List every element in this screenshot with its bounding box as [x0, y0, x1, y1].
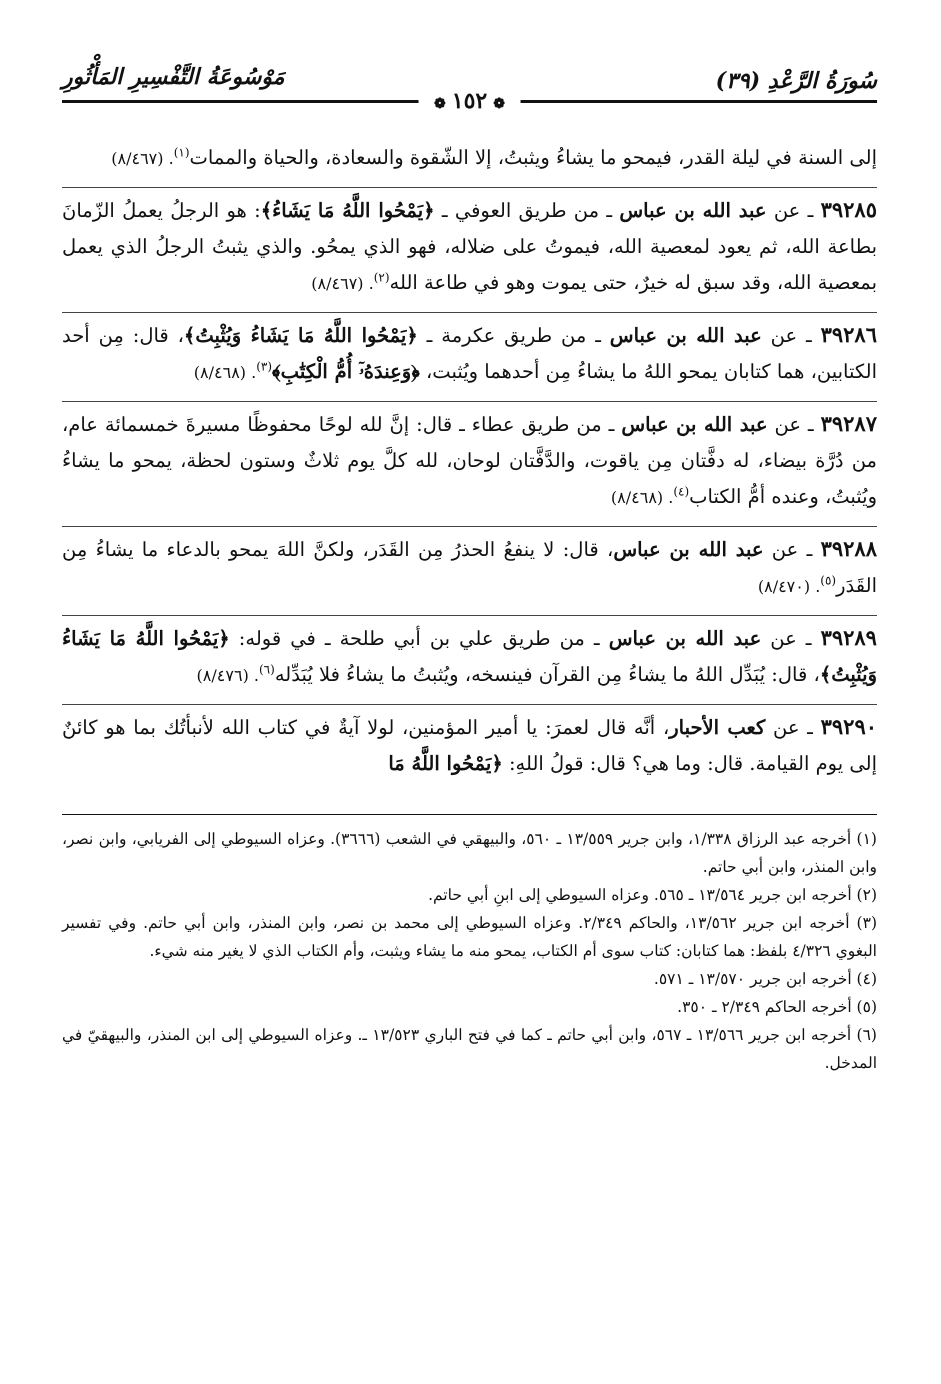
narration-paragraph [62, 705, 877, 792]
book-title: مَوْسُوعَةُ التَّفْسِيرِ المَأْثُورِ [62, 64, 285, 90]
narration-paragraph [62, 527, 877, 616]
narrator-name: عبد الله بن عباس [613, 538, 764, 561]
paragraph-text: ، قال: يُبَدِّل اللهُ ما يشاءُ مِن القرآن فينسخه، ويُثبتُ ما يشاءُ فلا يُبَدِّله [274, 663, 820, 686]
narration-number: ٣٩٢٨٧ [820, 411, 877, 436]
footnote: (٦) أخرجه ابن جرير ١٣/٥٦٦ ـ ٥٦٧، وابن أبي حاتم ـ كما في فتح الباري ١٣/٥٢٣ ـ. وعزاه السيوطي إلى ابن المنذر، والبيهقيّ في المدخل. [62, 1026, 877, 1072]
narration-paragraph [62, 616, 877, 705]
narration-number: ٣٩٢٨٥ [820, 197, 877, 222]
page-header [62, 60, 877, 114]
book-page [62, 60, 877, 1077]
surah-title: سُورَةُ الرَّعْدِ (٣٩) [715, 68, 877, 94]
footnote-marker: (٥) [820, 573, 837, 588]
volume-reference: . (٨/٤٦٨) [610, 488, 674, 507]
paragraph-text: ـ من طريق عطاء ـ [452, 413, 622, 436]
narrator-name: عبد الله بن عباس [619, 199, 767, 222]
paragraph-text: ـ عن [767, 413, 821, 436]
narration-number: ٣٩٢٨٦ [820, 322, 877, 347]
footnotes [62, 825, 877, 1077]
paragraph-text: ـ من طريق عكرمة ـ [417, 324, 610, 347]
footnote-marker: (٤) [673, 484, 690, 499]
footnote-marker: (٣) [256, 359, 273, 374]
paragraph-text: إلى السنة في ليلة القدر، فيمحو ما يشاءُ ويثبتُ، إلا الشّقوة والسعادة، والحياة والممات [189, 146, 877, 169]
narrator-name: كعب الأحبار [669, 716, 766, 739]
paragraph [62, 140, 877, 188]
narration-number: ٣٩٢٨٩ [820, 625, 877, 650]
footnote-marker: (٦) [258, 662, 275, 677]
narrator-name: عبد الله بن عباس [621, 413, 768, 436]
footnote: (٤) أخرجه ابن جرير ١٣/٥٧٠ ـ ٥٧١. [653, 970, 877, 988]
footnote: (٢) أخرجه ابن جرير ١٣/٥٦٤ ـ ٥٦٥. وعزاه السيوطي إلى ابنِ أبي حاتم. [428, 886, 877, 904]
paragraph-text: ، قال: مِن أحد الكتابين، هما كتابان يمحو اللهُ ما يشاءُ مِن أحدهما ويُثبت، [62, 324, 877, 383]
page-number-block [418, 88, 521, 114]
volume-reference: . (٨/٤٧٠) [757, 577, 821, 596]
quran-verse: ﴿يَمْحُوا اللَّهُ مَا يَشَاءُ وَيُثْبِتُ﴾ [62, 627, 877, 686]
footnote: (٣) أخرجه ابن جرير ١٣/٥٦٢، والحاكم ٢/٣٤٩. وعزاه السيوطي إلى محمد بن نصر، وابن المنذر، وابن أبي حاتم. وفي تفسير البغوي ٤/٣٢٦ بلفظ: هما كتابان: كتاب سوى أم الكتاب، يمحو منه ما يشاء ويثبت، وأم الكتاب الذي لا يغير منه شيء. [62, 914, 877, 960]
volume-reference: . (٨/٤٦٨) [193, 363, 257, 382]
footnote: (١) أخرجه عبد الرزاق ١/٣٣٨، وابن جرير ١٣/٥٥٩ ـ ٥٦٠، والبيهقي في الشعب (٣٦٦٦). وعزاه السيوطي إلى الفريابي، وابن نصر، وابن المنذر، وابن أبي حاتم. [62, 830, 877, 876]
narrator-name: عبد الله بن عباس [608, 627, 762, 650]
paragraph-text: ، [655, 716, 670, 739]
paragraph-text: ـ عن [763, 538, 821, 561]
narration-paragraph [62, 313, 877, 402]
quran-verse: ﴿يَمْحُوا اللَّهُ مَا يَشَاءُ وَيُثْبِتُ﴾ [183, 324, 418, 347]
paragraph-text: ـ عن [766, 199, 821, 222]
page-number: ١٥٢ [451, 88, 488, 114]
footnote-separator [62, 814, 877, 815]
main-text [62, 140, 877, 792]
ornament-icon: ❁ [434, 96, 446, 112]
quran-verse: ﴿يَمْحُوا اللَّهُ مَا [388, 752, 503, 775]
paragraph-text: ، [598, 538, 614, 561]
footnote: (٥) أخرجه الحاكم ٢/٣٤٩ ـ ٣٥٠. [677, 998, 877, 1016]
narration-number: ٣٩٢٨٨ [820, 536, 877, 561]
volume-reference: . (٨/٤٦٧) [111, 149, 174, 168]
paragraph-text: أنَّه قال لعمرَ: يا أمير المؤمنين، لولا آيةٌ في كتاب الله لأنبأتُك بما هو كائنٌ إلى يوم القيامة. قال: وما هي؟ قال: قولُ اللهِ: [62, 716, 877, 775]
narration-number: ٣٩٢٩٠ [820, 714, 878, 739]
paragraph-text: ـ عن [765, 716, 821, 739]
paragraph-text: قال: لا ينفعُ الحذرُ مِن القَدَر، ولكنَّ اللهَ يمحو بالدعاء ما يشاءُ مِن القَدَر [62, 538, 877, 597]
volume-reference: . (٨/٤٦٧) [311, 274, 374, 293]
paragraph-text: قال: إنَّ لله لوحًا محفوظًا مسيرةَ خمسمائة عام، من دُرَّة بيضاء، له دفَّتان مِن ياقوت، والدَّفَّتان لوحان، لله كلَّ يوم ثلاثٌ وستون لحظة، يمحو ما يشاءُ ويُثبتُ، وعنده أمُّ الكتاب [62, 413, 877, 508]
narration-paragraph [62, 188, 877, 313]
ornament-icon: ❁ [493, 96, 505, 112]
quran-verse: ﴿وَعِندَهُۥٓ أُمُّ الْكِتَٰبِ﴾ [272, 360, 420, 383]
paragraph-text: : هو الرجلُ يعملُ الزّمانَ بطاعة الله، ثم يعود لمعصية الله، فيموتُ على ضلاله، فهو الذي يمحُو. والذي يثبتُ الرجلُ الذي يعمل بمعصية الله، وقد سبق له خيرٌ، حتى يموت وهو في طاعة الله [62, 199, 877, 294]
footnote-marker: (٢) [373, 270, 390, 285]
volume-reference: . (٨/٤٧٦) [196, 666, 259, 685]
paragraph-text: ـ من طريق علي بن أبي طلحة ـ في قوله: [229, 627, 609, 650]
paragraph-text: ـ عن [761, 627, 821, 650]
footnote-marker: (١) [173, 145, 190, 160]
narration-paragraph [62, 402, 877, 527]
paragraph-text: ـ من طريق العوفي ـ [434, 199, 620, 222]
narrator-name: عبد الله بن عباس [609, 324, 762, 347]
paragraph-text: ـ عن [761, 324, 821, 347]
quran-verse: ﴿يَمْحُوا اللَّهُ مَا يَشَاءُ﴾ [260, 199, 435, 222]
